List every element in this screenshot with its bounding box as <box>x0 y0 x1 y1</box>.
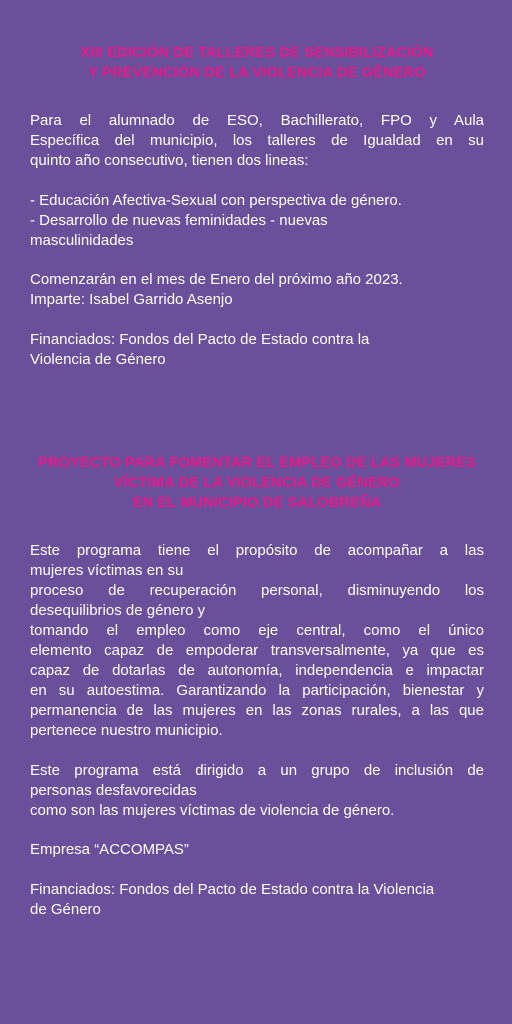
employment-project-funding <box>30 880 484 920</box>
text-line: Para el alumnado de ESO, Bachillerato, FPO y Aula <box>30 112 484 129</box>
text-line: elemento capaz de empoderar transversalmente, ya que es <box>30 642 484 659</box>
text-line: en su autoestima. Garantizando la participación, bienestar y <box>30 682 484 699</box>
text-line: Financiados: Fondos del Pacto de Estado contra la <box>30 331 370 348</box>
workshops-start <box>30 270 484 310</box>
text-line: masculinidades <box>30 232 134 249</box>
workshops-heading <box>30 43 484 83</box>
workshops-intro <box>30 111 484 171</box>
heading-line: Y PREVENCIÓN DE LA VIOLENCIA DE GÉNERO <box>88 65 426 81</box>
text-line: - Desarrollo de nuevas feminidades - nuevas <box>30 212 328 229</box>
text-line: mujeres víctimas en su <box>30 562 184 579</box>
text-line: pertenece nuestro municipio. <box>30 722 223 739</box>
text-line: Violencia de Género <box>30 351 166 368</box>
text-line: quinto año consecutivo, tienen dos lineas: <box>30 152 309 169</box>
text-line: Comenzarán en el mes de Enero del próximo año 2023. <box>30 271 403 288</box>
text-line: - Educación Afectiva-Sexual con perspectiva de género. <box>30 192 402 209</box>
text-line: Específica del municipio, los talleres de Igualdad en su <box>30 132 484 149</box>
text-line: Este programa tiene el propósito de acompañar a las <box>30 542 484 559</box>
text-line: capaz de dotarlas de autonomía, independencia e impactar <box>30 662 484 679</box>
text-line: desequilibrios de género y <box>30 602 206 619</box>
text-line: permanencia de las mujeres en las zonas rurales, a las que <box>30 702 484 719</box>
text-line: de Género <box>30 901 101 918</box>
section-employment-project <box>30 453 484 920</box>
employment-project-description <box>30 541 484 741</box>
text-line: Financiados: Fondos del Pacto de Estado contra la Violencia <box>30 881 435 898</box>
text-line: Imparte: Isabel Garrido Asenjo <box>30 291 233 308</box>
heading-line: XIII EDICIÓN DE TALLERES DE SENSIBILIZACIÓN <box>80 45 434 61</box>
employment-project-heading <box>30 453 484 513</box>
heading-line: PROYECTO PARA FOMENTAR EL EMPLEO DE LAS MUJERES <box>38 455 476 471</box>
employment-project-target <box>30 761 484 821</box>
workshops-lines <box>30 191 484 251</box>
heading-line: EN EL MUNICIPIO DE SALOBREÑA <box>132 495 382 511</box>
workshops-funding <box>30 330 484 370</box>
employment-project-company: Empresa “ACCOMPAS” <box>30 841 189 858</box>
section-workshops <box>30 43 484 370</box>
heading-line: VÍCTIMA DE LA VIOLENCIA DE GÉNERO <box>113 475 401 491</box>
text-line: tomando el empleo como eje central, como el único <box>30 622 484 639</box>
text-line: personas desfavorecidas <box>30 782 197 799</box>
text-line: Este programa está dirigido a un grupo de inclusión de <box>30 762 484 779</box>
text-line: proceso de recuperación personal, disminuyendo los <box>30 582 484 599</box>
text-line: como son las mujeres víctimas de violencia de género. <box>30 802 395 819</box>
